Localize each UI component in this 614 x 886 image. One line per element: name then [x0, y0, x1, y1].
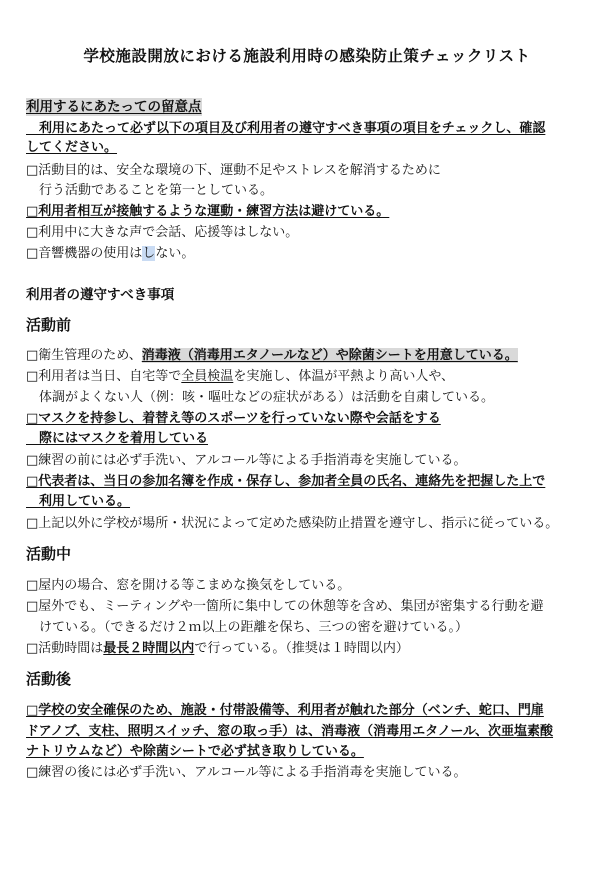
during-item-avoid-crowding-line-1: □屋外でも、ミーティングや一箇所に集中しての休憩等を含め、集団が密集する行動を避 — [26, 599, 544, 614]
usage-intro-line-2: してください。 — [26, 140, 118, 155]
subheading-after-activity: 活動後 — [26, 670, 72, 688]
before-item-handwash: □練習の前には必ず手洗い、アルコール等による手指消毒を実施している。 — [26, 453, 467, 468]
section-heading-usage-notes: 利用するにあたっての留意点 — [26, 99, 202, 115]
section-heading-user-rules: 利用者の遵守すべき事項 — [26, 287, 175, 303]
before-item-roster-line-1: □代表者は、当日の参加名簿を作成・保存し、参加者全員の氏名、連絡先を把握した上で — [26, 474, 546, 489]
before-item-roster-line-2: 利用している。 — [26, 494, 131, 509]
during-item-ventilation: □屋内の場合、窓を開ける等こまめな換気をしている。 — [26, 578, 351, 593]
during-item-time-limit — [26, 640, 409, 658]
audio-text-pre: □音響機器の使用は — [26, 246, 143, 261]
time-limit-pre: □活動時間は — [26, 641, 104, 656]
audio-text-post: ない。 — [155, 246, 195, 261]
after-item-handwash: □練習の後には必ず手洗い、アルコール等による手指消毒を実施している。 — [26, 765, 467, 780]
during-item-avoid-crowding-line-2: けている。（できるだけ２ｍ以上の距離を保ち、三つの密を避けている。） — [26, 620, 469, 635]
checklist-item-no-contact: □利用者相互が接触するような運動・練習方法は避けている。 — [26, 204, 390, 219]
before-item-temperature-line-1 — [26, 368, 454, 386]
before-item-mask-line-2: 際にはマスクを着用している — [26, 431, 209, 446]
subheading-before-activity: 活動前 — [26, 316, 72, 334]
document-title: 学校施設開放における施設利用時の感染防止策チェックリスト — [83, 47, 531, 65]
before-item-disinfectant-pre: □衛生管理のため、 — [26, 348, 142, 363]
after-item-disinfect-line-3: ナトリウムなど）や除菌シートで必ず拭き取りしている。 — [26, 744, 364, 759]
text-selection-highlight: し — [142, 246, 156, 261]
checklist-item-purpose-line-1: □活動目的は、安全な環境の下、運動不足やストレスを解消するために — [26, 163, 441, 178]
time-limit-post: で行っている。（推奨は１時間以内） — [194, 641, 409, 656]
temperature-pre: □利用者は当日、自宅等で — [26, 369, 182, 384]
time-limit-emphasis: 最長２時間以内 — [103, 641, 195, 656]
checklist-item-audio-devices — [26, 245, 194, 263]
after-item-disinfect-line-2: ドアノブ、支柱、照明スイッチ、窓の取っ手）は、消毒液（消毒用エタノール、次亜塩素酸 — [26, 724, 554, 739]
checklist-item-no-loud-voice: □利用中に大きな声で会話、応援等はしない。 — [26, 225, 299, 240]
checklist-item-purpose-line-2: 行う活動であることを第一としている。 — [26, 183, 274, 198]
before-item-mask-line-1: □マスクを持参し、着替え等のスポーツを行っていない際や会話をする — [26, 411, 441, 426]
subheading-during-activity: 活動中 — [26, 545, 72, 563]
usage-intro-line-1: 利用にあたって必ず以下の項目及び利用者の遵守すべき事項の項目をチェックし、確認 — [26, 121, 546, 136]
after-item-disinfect-line-1: □学校の安全確保のため、施設・付帯設備等、利用者が触れた部分（ベンチ、蛇口、門扉 — [26, 703, 544, 718]
before-item-disinfectant — [26, 347, 518, 365]
before-item-temperature-line-2: 体調がよくない人（例：咳・嘔吐などの症状がある）は活動を自粛している。 — [26, 390, 495, 405]
temperature-underline: 全員検温 — [181, 369, 234, 384]
temperature-post: を実施し、体温が平熱より高い人や、 — [233, 369, 455, 384]
before-item-school-rules: □上記以外に学校が場所・状況によって定めた感染防止措置を遵守し、指示に従っている。 — [26, 516, 559, 531]
before-item-disinfectant-emphasis: 消毒液（消毒用エタノールなど）や除菌シートを用意している。 — [141, 348, 518, 363]
